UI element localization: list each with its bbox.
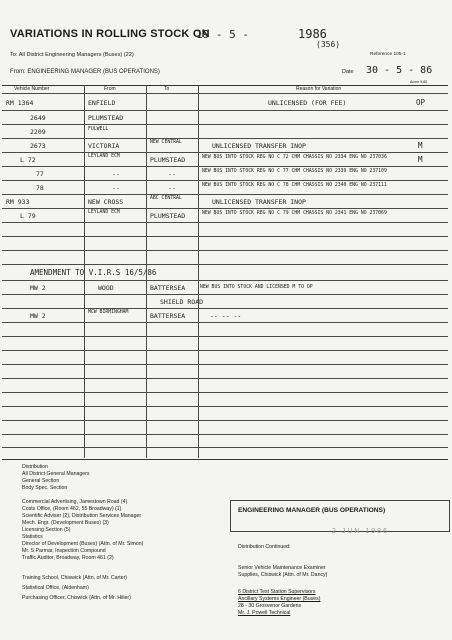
- row-from: LEYLAND ECM: [88, 154, 120, 159]
- ruled-line: [2, 420, 448, 421]
- distribution-item: General Section: [22, 478, 60, 484]
- distribution-item: Scientific Adviser (2), Distribution Services Manager: [22, 513, 142, 519]
- form-title: VARIATIONS IN ROLLING STOCK ON: [10, 28, 210, 40]
- ruled-line: [2, 434, 448, 435]
- row-to: PLUMSTEAD: [150, 156, 186, 164]
- ruled-line: [2, 447, 448, 448]
- col-head-to: To: [164, 86, 170, 92]
- distribution-item: Costs Office, (Room 462, 55 Broadway) (1): [22, 506, 122, 512]
- row-to: NEW CENTRAL: [150, 140, 182, 145]
- row-reason: UNLICENSED TRANSFER INOP: [212, 198, 306, 206]
- row-from: PLUMSTEAD: [88, 114, 124, 122]
- distribution-heading: Distribution: [22, 464, 48, 470]
- ruled-line: [2, 308, 448, 309]
- ruled-line: [2, 280, 448, 281]
- ruled-line: [2, 264, 448, 265]
- row-reason: UNLICENSED TRANSFER INOP: [212, 142, 306, 150]
- row-status: M: [418, 141, 423, 150]
- row-to: --: [168, 170, 176, 178]
- amend-reason: NEW BUS INTO STOCK AND LICENSED M TO OP: [200, 285, 313, 290]
- row-from: LEYLAND ECM: [88, 210, 120, 215]
- row-status: M: [418, 155, 423, 164]
- amend-from: WOOD: [98, 284, 114, 292]
- column-divider: [198, 85, 199, 458]
- amend-vehicle: MW 2: [30, 284, 46, 292]
- row-from: FULWELL: [88, 127, 109, 132]
- row-vehicle: 2673: [30, 142, 46, 150]
- ruled-line: [2, 124, 448, 125]
- row-to: ABC CENTRAL: [150, 196, 182, 201]
- reference-number: Reference 105-1: [370, 52, 406, 57]
- ruled-line: [2, 152, 448, 153]
- signature-box-title: ENGINEERING MANAGER (BUS OPERATIONS): [238, 507, 386, 514]
- col-head-reason: Reason for Variation: [296, 86, 342, 92]
- row-vehicle: 78: [36, 184, 44, 192]
- amendment-heading: AMENDMENT TO V.I.R.S 16/5/86: [30, 268, 157, 277]
- row-from: --: [112, 170, 120, 178]
- distribution-item: Supplies, Chiswick (Attn. of Mr. Dancy): [238, 572, 328, 578]
- row-vehicle: RM 933: [6, 198, 30, 206]
- row-from: NEW CROSS: [88, 198, 124, 206]
- from-line: From: ENGINEERING MANAGER (BUS OPERATIONS): [10, 69, 160, 75]
- row-reason: UNLICENSED (FOR FEE): [268, 99, 347, 107]
- row-reason: NEW BUS INTO STOCK REG NO C 77 CHM CHASSIS NO 2339 ENG NO 237109: [202, 169, 387, 174]
- row-reason: NEW BUS INTO STOCK REG NO C 72 CHM CHASSIS NO 2334 ENG NO 237036: [202, 155, 387, 160]
- date-label: Date: [342, 69, 354, 75]
- title-date: 19 - 5 -: [196, 28, 249, 41]
- amend-to: BATTERSEA: [150, 312, 186, 320]
- distribution-item: Ancillary Systems Engineer (Buses): [238, 596, 321, 602]
- row-from: --: [112, 184, 120, 192]
- title-year: 1986: [298, 27, 327, 41]
- ruled-line: [2, 294, 448, 295]
- ruled-line: [2, 166, 448, 167]
- row-vehicle: 2209: [30, 128, 46, 136]
- distribution-item: Mech. Engr. (Development Buses) (3): [22, 520, 109, 526]
- distribution-item: Commercial Advertising, Jamestown Road (4): [22, 499, 128, 505]
- distribution-item: All District General Managers: [22, 471, 90, 477]
- row-vehicle: RM 1364: [6, 99, 34, 107]
- row-vehicle: 2649: [30, 114, 46, 122]
- ruled-line: [2, 364, 448, 365]
- ruled-line: [2, 93, 448, 94]
- distribution-item: 28 - 30 Grosvenor Gardens: [238, 603, 302, 609]
- row-to: --: [168, 184, 176, 192]
- ruled-line: [2, 138, 448, 139]
- to-line: To: All District Engineering Managers (Buses) (22): [10, 52, 134, 58]
- ruled-line: [2, 110, 448, 111]
- distribution-item: Director of Development (Buses) (Attn. of Mr. Simon): [22, 541, 144, 547]
- ruled-line: [2, 350, 448, 351]
- ruled-line: [2, 208, 448, 209]
- amend-from: MCW BIRMINGHAM: [88, 310, 129, 315]
- row-to: PLUMSTEAD: [150, 212, 186, 220]
- distribution-item: Body Spec. Section: [22, 485, 68, 491]
- row-status: OP: [416, 98, 426, 107]
- col-head-vehicle: Vehicle Number: [14, 86, 50, 92]
- row-from: VICTORIA: [88, 142, 120, 150]
- ruled-line: [2, 392, 448, 393]
- ruled-line: [2, 250, 448, 251]
- ruled-line: [2, 236, 448, 237]
- distribution-item: Purchasing Officer, Chiswick (Attn. of Mr. Hilier): [22, 595, 131, 601]
- row-vehicle: 77: [36, 170, 44, 178]
- ruled-line: [2, 322, 448, 323]
- ruled-line: [2, 336, 448, 337]
- distribution-item: Mr. J. Powell Technical: [238, 610, 291, 616]
- col-head-from: From: [104, 86, 116, 92]
- ruled-line: [2, 378, 448, 379]
- row-vehicle: L 79: [20, 212, 36, 220]
- distribution-item: Traffic Auditor, Broadway, Room 461 (2): [22, 555, 114, 561]
- amend-reason: -- -- --: [210, 312, 242, 320]
- ruled-line: [2, 194, 448, 195]
- distribution-item: Mr. S Parmar, Inspection Compound: [22, 548, 106, 554]
- row-reason: NEW BUS INTO STOCK REG NO C 78 CHM CHASSIS NO 2340 ENG NO 237111: [202, 183, 387, 188]
- title-ref-number: (356): [316, 40, 341, 49]
- distribution-item: 6 District Test Station Supervisors: [238, 589, 316, 595]
- row-reason: NEW BUS INTO STOCK REG NO C 79 CHM CHASSIS NO 2341 ENG NO 237069: [202, 211, 387, 216]
- row-from: ENFIELD: [88, 99, 116, 107]
- distribution-item: Licensing Section (5): [22, 527, 71, 533]
- distribution-continued: Distribution Continued:: [238, 544, 291, 550]
- distribution-item: Statistics: [22, 534, 43, 540]
- amend-vehicle: MW 2: [30, 312, 46, 320]
- amend-to: BATTERSEA: [150, 284, 186, 292]
- distribution-item: Statistical Office, (Aldenham): [22, 585, 89, 591]
- ruled-line: [2, 406, 448, 407]
- ruled-line: [2, 222, 448, 223]
- distribution-item: Training School, Chiswick (Attn. of Mr. Carter): [22, 575, 128, 581]
- date-value: 30 - 5 - 86: [366, 65, 433, 76]
- distribution-item: Senior Vehicle Maintenance Examiner: [238, 565, 326, 571]
- ruled-line: [2, 180, 448, 181]
- row-vehicle: L 72: [20, 156, 36, 164]
- form-reference: Acme 9.85: [410, 80, 428, 84]
- amend-to: SHIELD ROAD: [160, 298, 204, 306]
- received-stamp: 2 JUN 1986: [332, 528, 389, 535]
